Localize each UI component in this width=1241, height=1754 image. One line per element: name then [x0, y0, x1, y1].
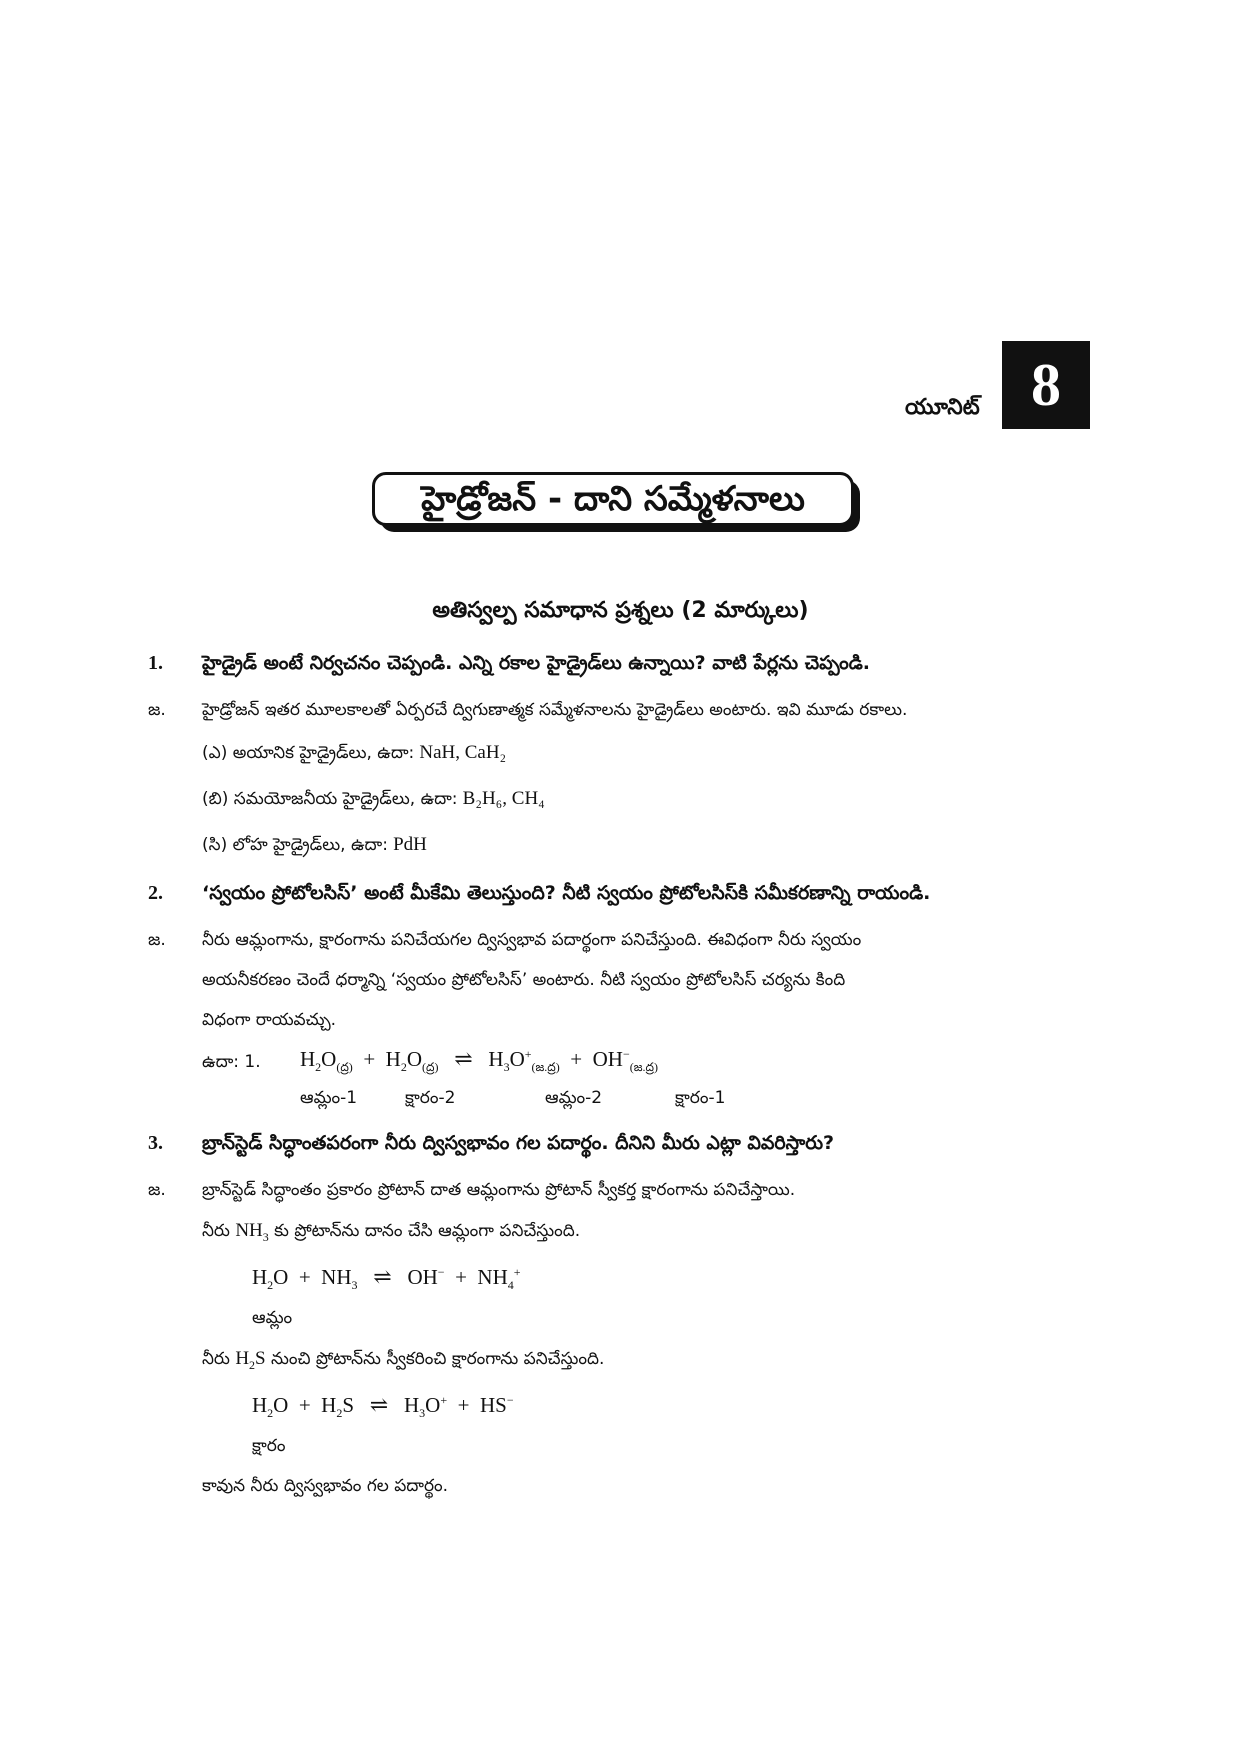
line-prefix: నీరు	[202, 1349, 230, 1369]
acid-label: ఆమ్లం	[252, 1308, 293, 1328]
question-number: 2.	[148, 882, 163, 904]
answer-line: అయనీకరణం చెందే ధర్మాన్ని ‘స్వయం ప్రోటోలసిస్’ అంటారు. నీటి స్వయం ప్రోటోలసిస్ చర్యను కింది	[202, 970, 846, 990]
hydride-type-covalent	[202, 788, 545, 813]
species-label: క్షారం-2	[405, 1088, 456, 1108]
hydride-example: NaH, CaH₂	[419, 742, 507, 763]
line-suffix: కు ప్రోటాన్‌ను దానం చేసి ఆమ్లంగా పనిచేస్తుంది.	[274, 1221, 581, 1241]
line-prefix: నీరు	[202, 1221, 230, 1241]
hydride-type-ionic	[202, 742, 506, 767]
autoprotolysis-equation: $H_2O_{(ద్ర)} + H_2O_{(ద్ర)}$ ⇌ $H_3O^+_{(జ.ద్ర)} + OH^-_{(జ.ద్ర)}$	[300, 1046, 658, 1075]
water-h2s-equation: $H_2O + H_2S$ ⇌ $H_3O^+ + HS^-$	[252, 1392, 514, 1421]
unit-label: యూనిట్	[905, 395, 980, 420]
answer-line: నీరు ఆమ్లంగాను, క్షారంగాను పనిచేయగల ద్విస్వభావ పదార్థంగా పనిచేస్తుంది. ఈవిధంగా నీరు స్వయం	[202, 930, 862, 950]
ammonia-formula: $NH_3$	[235, 1220, 269, 1244]
section-heading: అతిస్వల్ప సమాధాన ప్రశ్నలు (2 మార్కులు)	[432, 598, 809, 623]
question-text: బ్రాన్‌స్టెడ్ సిద్ధాంతపరంగా నీరు ద్విస్వభావం గల పదార్థం. దీనిని మీరు ఎట్లా వివరిస్తారు?	[202, 1132, 835, 1154]
water-formula: $H_2O$	[385, 1047, 422, 1075]
equilibrium-arrow: ⇌	[454, 1046, 473, 1071]
hydride-example: B₂H₆, CH₄	[462, 788, 545, 809]
equilibrium-arrow: ⇌	[373, 1264, 392, 1289]
answer-line: బ్రాన్‌స్టెడ్ సిద్ధాంతం ప్రకారం ప్రోటాన్ దాత ఆమ్లంగాను ప్రోటాన్ స్వీకర్త క్షారంగాను పనిచేస్తాయి.	[202, 1180, 796, 1200]
hydride-type-label: (సి) లోహ హైడ్రైడ్‌లు, ఉదా:	[202, 835, 388, 855]
question-number: 3.	[148, 1132, 163, 1154]
species-label: ఆమ్లం-1	[300, 1088, 358, 1108]
hydride-type-metallic	[202, 834, 427, 859]
hydride-type-label: (ఎ) అయానిక హైడ్రైడ్‌లు, ఉదా:	[202, 743, 415, 763]
question-number: 1.	[148, 652, 163, 674]
conclusion: కావున నీరు ద్విస్వభావం గల పదార్థం.	[202, 1476, 449, 1496]
hydride-type-label: (బి) సమయోజనీయ హైడ్రైడ్‌లు, ఉదా:	[202, 789, 458, 809]
question-text: హైడ్రైడ్ అంటే నిర్వచనం చెప్పండి. ఎన్ని రకాల హైడ్రైడ్‌లు ఉన్నాయి? వాటి పేర్లను చెప్పండి.	[202, 652, 871, 674]
line-suffix: నుంచి ప్రోటాన్‌ను స్వీకరించి క్షారంగాను పనిచేస్తుంది.	[271, 1349, 605, 1369]
answer-marker: జ.	[148, 1180, 166, 1200]
hydride-example: PdH	[393, 834, 427, 855]
state-label: (జ.ద్ర)	[629, 1060, 658, 1075]
answer-marker: జ.	[148, 930, 166, 950]
water-formula: $H_2O$	[300, 1047, 337, 1075]
water-ammonia-equation: $H_2O + NH_3$ ⇌ $OH^- + NH_4^+$	[252, 1264, 521, 1293]
hydroxide-formula: OH−	[592, 1047, 630, 1071]
answer-line	[202, 1220, 580, 1245]
equilibrium-arrow: ⇌	[369, 1392, 389, 1417]
answer-line: విధంగా రాయవచ్చు.	[202, 1010, 337, 1030]
species-label: ఆమ్లం-2	[545, 1088, 603, 1108]
state-label: (ద్ర)	[336, 1060, 353, 1075]
example-label: ఉదా: 1.	[202, 1052, 261, 1072]
hydrogen-sulfide-formula: $H_2S$	[235, 1348, 266, 1372]
answer-line	[202, 1348, 604, 1373]
species-label: క్షారం-1	[675, 1088, 726, 1108]
answer-text: హైడ్రోజన్ ఇతర మూలకాలతో ఏర్పరచే ద్విగుణాత్మక సమ్మేళనాలను హైడ్రైడ్‌లు అంటారు. ఇవి మూడు రకాలు.	[202, 700, 908, 720]
state-label: (జ.ద్ర)	[531, 1060, 560, 1075]
state-label: (ద్ర)	[422, 1060, 439, 1075]
chapter-title: హైడ్రోజన్ - దాని సమ్మేళనాలు	[372, 472, 854, 526]
hydronium-formula: $H_3O^+$	[488, 1047, 532, 1075]
chapter-title-frame	[372, 472, 862, 532]
base-label: క్షారం	[252, 1436, 286, 1456]
answer-marker: జ.	[148, 700, 166, 720]
unit-number: 8	[1002, 341, 1090, 429]
question-text: ‘స్వయం ప్రోటోలసిస్’ అంటే మీకేమి తెలుస్తుంది? నీటి స్వయం ప్రోటోలసిస్‌కి సమీకరణాన్ని రాయండి.	[202, 882, 931, 904]
